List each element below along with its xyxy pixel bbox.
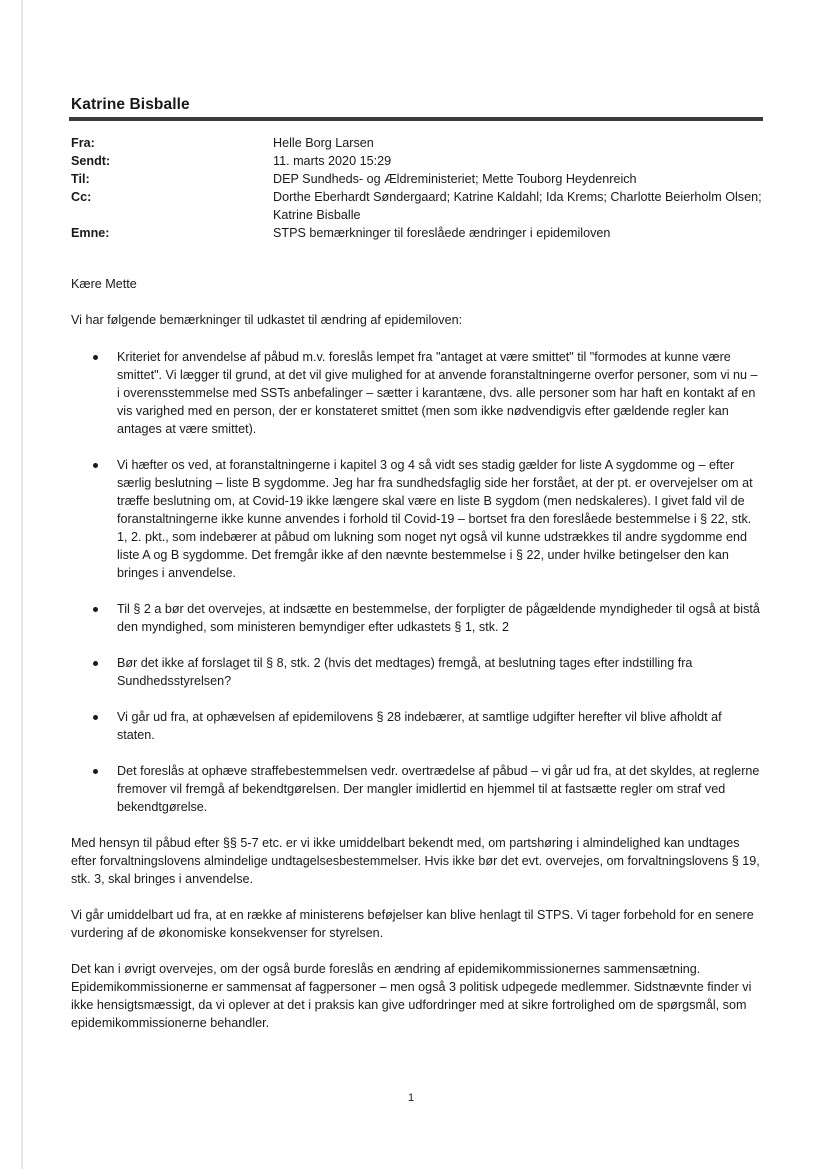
bullet-icon [93, 661, 98, 666]
list-item-text: Kriteriet for anvendelse af påbud m.v. foreslås lempet fra "antaget at være smittet" til "formodes at kunne være smittet". Vi lægger til grund, at det vil give mulighed for at anvende foranstaltningerne overfor personer, som vi nu – i overensstemmelse med SSTs anbefalinger – sætter i karantæne, dvs. alle personer som har haft en kontakt af en vis varighed med en person, der er konstateret smittet (men som ikke nødvendigvis efter gældende regler kan antages at være smittet). [117, 350, 758, 436]
bullet-icon [93, 463, 98, 468]
list-item [71, 348, 761, 438]
list-item [71, 456, 761, 582]
list-item-text: Bør det ikke af forslaget til § 8, stk. 2 (hvis det medtages) fremgå, at beslutning tages efter indstilling fra Sundhedsstyrelsen? [117, 656, 693, 688]
meta-label: Sendt: [71, 154, 111, 168]
meta-label: Cc: [71, 190, 92, 204]
to-value: DEP Sundheds- og Ældreministeriet; Mette Touborg Heydenreich [273, 172, 637, 186]
intro-paragraph: Vi har følgende bemærkninger til udkastet til ændring af epidemiloven: [71, 313, 463, 327]
email-header-block [71, 134, 771, 242]
bullet-icon [93, 769, 98, 774]
list-item-text: Til § 2 a bør det overvejes, at indsætte en bestemmelse, der forpligter de pågældende myndigheder til også at bistå den myndighed, som ministeren bemyndiger efter udkastets § 1, stk. 2 [117, 602, 760, 634]
body-paragraph: Med hensyn til påbud efter §§ 5-7 etc. er vi ikke umiddelbart bekendt med, om partshøring i almindelighed kan undtages efter forvaltningslovens almindelige undtagelsesbestemmelser. Hvis ikke bør det evt. overvejes, om forvaltningslovens § 19, stk. 3, skal bringes i anvendelse. [71, 836, 760, 886]
page-number: 1 [408, 1092, 415, 1104]
meta-row-from [71, 134, 771, 152]
meta-label: Til: [71, 172, 90, 186]
salutation: Kære Mette [71, 277, 137, 291]
bullet-icon [93, 607, 98, 612]
body-paragraph: Det kan i øvrigt overvejes, om der også burde foreslås en ændring af epidemikommissionernes sammensætning. Epidemikommissionerne er sammensat af fagpersoner – men også 3 politisk udpegede medlemmer. Sidstnævnte finder vi ikke hensigtsmæssigt, da vi oplever at det i praksis kan give udfordringer med at sikre fortrolighed om de spørgsmål, som epidemikommissionerne behandler. [71, 962, 752, 1030]
meta-row-cc [71, 188, 771, 224]
cc-value: Dorthe Eberhardt Søndergaard; Katrine Kaldahl; Ida Krems; Charlotte Beierholm Olsen; Katrine Bisballe [273, 190, 762, 222]
list-item [71, 600, 761, 636]
list-item-text: Vi går ud fra, at ophævelsen af epidemilovens § 28 indebærer, at samtlige udgifter herefter vil blive afholdt af staten. [117, 710, 722, 742]
list-item-text: Vi hæfter os ved, at foranstaltningerne i kapitel 3 og 4 så vidt ses stadig gælder for liste A sygdomme og – efter særlig beslutning – liste B sygdomme. Jeg har fra sundhedsfaglig side her forstået, at der pt. er overvejelser om at træffe beslutning om, at Covid-19 ikke længere skal være en liste B sygdom (men nedskaleres). I givet fald vil de foranstaltningerne ikke kunne anvendes i forhold til Covid-19 – bortset fra den foreslåede bestemmelse i § 22, stk. 1, 2. pkt., som indebærer at påbud om lukning som noget nyt også vil kunne udstrækkes til andre sygdomme end liste A og B sygdomme. Det fremgår ikke af den nævnte bestemmelse i § 22, under hvilke betingelser den kan bringes i anvendelse. [117, 458, 753, 580]
subject-value: STPS bemærkninger til foreslåede ændringer i epidemiloven [273, 226, 611, 240]
meta-label: Emne: [71, 226, 110, 240]
list-item [71, 708, 761, 744]
meta-row-subject [71, 224, 771, 242]
document-owner-name: Katrine Bisballe [71, 96, 190, 113]
email-body [71, 275, 761, 1050]
meta-row-to [71, 170, 771, 188]
sent-value: 11. marts 2020 15:29 [273, 154, 392, 168]
scan-edge-line [21, 0, 23, 1169]
meta-label: Fra: [71, 136, 95, 150]
list-item-text: Det foreslås at ophæve straffebestemmelsen vedr. overtrædelse af påbud – vi går ud fra, at det skyldes, at reglerne fremover vil fremgå af bekendtgørelsen. Der mangler imidlertid en hjemmel til at fastsætte regler om straf ved bekendtgørelse. [117, 764, 760, 814]
bullet-icon [93, 715, 98, 720]
list-item [71, 762, 761, 816]
bullet-icon [93, 355, 98, 360]
from-value: Helle Borg Larsen [273, 136, 374, 150]
body-paragraph: Vi går umiddelbart ud fra, at en række af ministerens beføjelser kan blive henlagt til STPS. Vi tager forbehold for en senere vurdering af de økonomiske konsekvenser for styrelsen. [71, 908, 754, 940]
meta-row-sent [71, 152, 771, 170]
list-item [71, 654, 761, 690]
header-divider [69, 117, 763, 121]
remarks-list [71, 348, 761, 816]
